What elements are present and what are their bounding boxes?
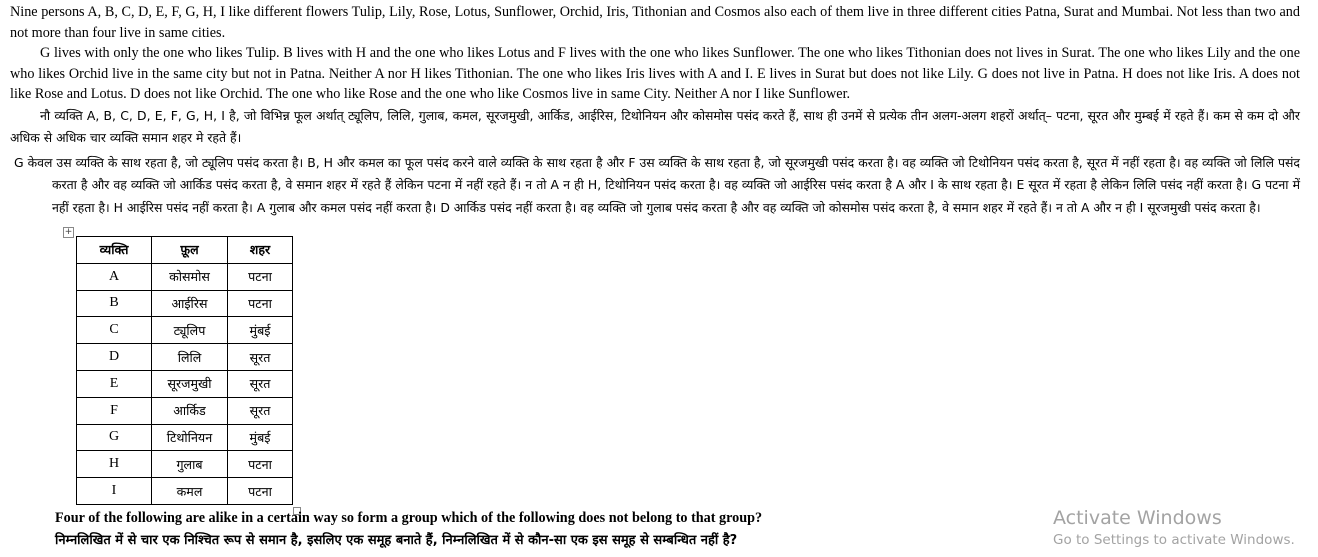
cell-person: A: [77, 263, 152, 290]
cell-person: B: [77, 290, 152, 317]
cell-flower: कोसमोस: [152, 263, 228, 290]
cell-flower: टिथोनियन: [152, 424, 228, 451]
header-city: शहर: [228, 237, 293, 264]
table-row: [77, 317, 293, 344]
intro-english: Nine persons A, B, C, D, E, F, G, H, I like different flowers Tulip, Lily, Rose, Lotus, Sunflower, Orchid, Iris, Tithonian and Cosmos also each of them live in three different cities Patna, Surat and Mumbai. Not less than two and not more than four live in same cities.: [10, 4, 1300, 41]
solution-table: [76, 236, 293, 505]
cell-flower: आर्किड: [152, 397, 228, 424]
table-move-handle[interactable]: +: [64, 227, 73, 237]
cell-city: पटना: [228, 451, 293, 478]
cell-person: F: [77, 397, 152, 424]
clues-hindi: G केवल उस व्यक्ति के साथ रहता है, जो ट्यूलिप पसंद करता है। B, H और कमल का फूल पसंद करने वाले व्यक्ति के साथ रहता है और F उस व्यक्ति के साथ रहता है, जो सूरजमुखी पसंद करता है। वह व्यक्ति जो टिथोनियन पसंद करता है, सूरत में नहीं रहता है। वह व्यक्ति जो लिलि पसंद करता है और वह व्यक्ति जो आर्किड पसंद करता है, वे समान शहर में रहते हैं लेकिन पटना में नहीं रहते हैं। न तो A न ही H, टिथोनियन पसंद करता है। वह व्यक्ति जो आईरिस पसंद करता है A और I के साथ रहता है। E सूरत में रहता है लेकिन लिलि पसंद नहीं करता है। G पटना में नहीं रहता है। H आईरिस पसंद नहीं करता है। A गुलाब और कमल पसंद नहीं करता है। D आर्किड पसंद नहीं करता है। वह व्यक्ति जो गुलाब पसंद करता है और वह व्यक्ति जो कोसमोस पसंद करता है, वे समान शहर में रहते हैं। न तो A और न ही I सूरजमुखी पसंद करता है।: [14, 154, 1300, 215]
document-body: [10, 2, 1300, 219]
table-row: [77, 263, 293, 290]
cell-city: पटना: [228, 290, 293, 317]
header-flower: फ़ूल: [152, 237, 228, 264]
cell-person: H: [77, 451, 152, 478]
cell-person: D: [77, 344, 152, 371]
cell-flower: आईरिस: [152, 290, 228, 317]
cell-flower: गुलाब: [152, 451, 228, 478]
cell-city: सूरत: [228, 344, 293, 371]
cell-city: सूरत: [228, 370, 293, 397]
table-row: [77, 478, 293, 505]
table-row: [77, 344, 293, 371]
intro-hindi: नौ व्यक्ति A, B, C, D, E, F, G, H, I है, जो विभिन्न फूल अर्थात् ट्यूलिप, लिलि, गुलाब, कमल, सूरजमुखी, आर्किड, आईरिस, टिथोनियन और कोसमोस पसंद करते हैं, साथ ही उनमें से प्रत्येक तीन अलग-अलग शहरों अर्थात्– पटना, सूरत और मुम्बई में रहते हैं। कम से कम दो और अधिक से अधिक चार व्यक्ति समान शहर मे रहते हैं।: [10, 107, 1300, 145]
cell-city: मुंबई: [228, 317, 293, 344]
cell-flower: सूरजमुखी: [152, 370, 228, 397]
question-hindi: निम्नलिखित में से चार एक निश्चित रूप से समान है, इसलिए एक समूह बनाते हैं, निम्नलिखित में से कौन-सा एक इस समूह से सम्बन्धित नहीं है?: [55, 533, 738, 548]
table-header-row: [77, 237, 293, 264]
cell-city: पटना: [228, 478, 293, 505]
cell-city: मुंबई: [228, 424, 293, 451]
cell-person: G: [77, 424, 152, 451]
cell-city: पटना: [228, 263, 293, 290]
cell-person: C: [77, 317, 152, 344]
cell-person: I: [77, 478, 152, 505]
table-row: [77, 397, 293, 424]
table-row: [77, 451, 293, 478]
table-row: [77, 290, 293, 317]
cell-flower: ट्यूलिप: [152, 317, 228, 344]
activate-windows-subtitle: Go to Settings to activate Windows.: [1053, 532, 1295, 548]
header-person: व्यक्ति: [77, 237, 152, 264]
clues-english: G lives with only the one who likes Tulip. B lives with H and the one who likes Lotus and F lives with the one who likes Sunflower. The one who likes Tithonian does not lives in Surat. The one who likes Lily and the one who likes Orchid live in the same city but not in Patna. Neither A nor H likes Tithonian. The one who likes Iris lives with A and I. E lives in Surat but does not like Lily. G does not live in Patna. H does not like Iris. A does not like Rose and Lotus. D does not like Orchid. The one who like Rose and the one who like Cosmos live in same City. Neither A nor I like Sunflower.: [10, 45, 1300, 102]
question-english: Four of the following are alike in a certain way so form a group which of the following does not belong to that group?: [55, 510, 763, 526]
cell-person: E: [77, 370, 152, 397]
table-row: [77, 370, 293, 397]
activate-windows-title: Activate Windows: [1053, 507, 1222, 529]
cell-flower: लिलि: [152, 344, 228, 371]
cell-flower: कमल: [152, 478, 228, 505]
table-row: [77, 424, 293, 451]
cell-city: सूरत: [228, 397, 293, 424]
